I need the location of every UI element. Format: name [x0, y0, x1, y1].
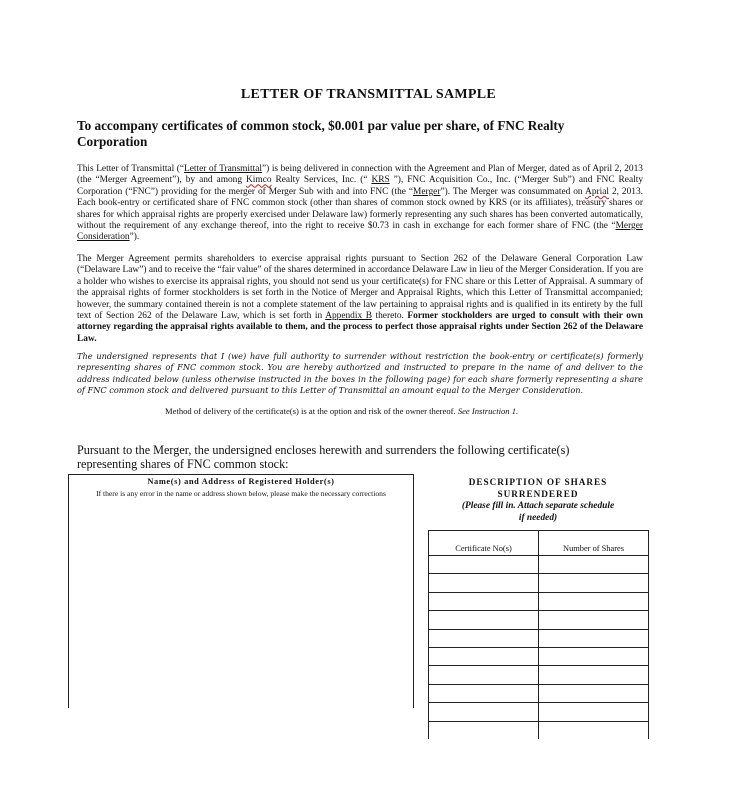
number-of-shares-cell[interactable] [539, 647, 649, 665]
table-row [429, 611, 649, 629]
number-of-shares-cell[interactable] [539, 666, 649, 684]
column-header-number-of-shares: Number of Shares [539, 531, 649, 556]
defined-term-krs: KRS [371, 175, 390, 186]
description-heading: DESCRIPTION OF SHARES SURRENDERED [468, 477, 608, 499]
certificate-table-body [429, 556, 649, 739]
table-row [429, 629, 649, 647]
registered-holder-heading: Name(s) and Address of Registered Holder(s) [147, 477, 335, 486]
number-of-shares-cell[interactable] [539, 684, 649, 702]
spellcheck-word-kimco: Kimco [246, 175, 272, 186]
certificate-table [428, 530, 649, 739]
number-of-shares-cell[interactable] [539, 703, 649, 721]
instruction-reference: See Instruction 1. [457, 406, 519, 416]
table-row [429, 647, 649, 665]
document-title: LETTER OF TRANSMITTAL SAMPLE [240, 87, 497, 102]
certificate-no-cell[interactable] [429, 647, 539, 665]
delivery-note: Method of delivery of the certificate(s) is at the option and risk of the owner thereof. See Instruction 1. [165, 406, 519, 416]
spellcheck-word-aprial: Aprial [585, 186, 609, 197]
document-subtitle: To accompany certificates of common stock, $0.001 par value per share, of FNC Realty Corporation [77, 118, 565, 149]
certificate-no-cell[interactable] [429, 721, 539, 739]
description-instruction: (Please fill in. Attach separate schedule if needed) [461, 501, 615, 523]
table-row [429, 684, 649, 702]
table-row [429, 556, 649, 574]
defined-term-merger: Merger [413, 186, 441, 197]
certificate-no-cell[interactable] [429, 629, 539, 647]
certificate-no-cell[interactable] [429, 666, 539, 684]
number-of-shares-cell[interactable] [539, 556, 649, 574]
certificate-no-cell[interactable] [429, 592, 539, 610]
appendix-b-reference: Appendix B [325, 311, 372, 322]
appraisal-warning: Former stockholders are urged to consult with their own attorney regarding the appraisal rights available to them, and the process to perfect those appraisal rights under Section 262 of the Delaware Law. [77, 311, 643, 344]
table-row [429, 666, 649, 684]
number-of-shares-cell[interactable] [539, 629, 649, 647]
table-row [429, 574, 649, 592]
defined-term-letter-of-transmittal: Letter of Transmittal [184, 164, 262, 174]
certificate-no-cell[interactable] [429, 703, 539, 721]
registered-holder-note: If there is any error in the name or address shown below, please make the necessary corrections [96, 489, 386, 498]
number-of-shares-cell[interactable] [539, 574, 649, 592]
certificate-no-cell[interactable] [429, 574, 539, 592]
number-of-shares-cell[interactable] [539, 592, 649, 610]
number-of-shares-cell[interactable] [539, 611, 649, 629]
certificate-no-cell[interactable] [429, 556, 539, 574]
intro-paragraph: This Letter of Transmittal (“Letter of Transmittal”) is being delivered in connection with the Agreement and Plan of Merger, dated as of April 2, 2013 (the “Merger Agreement”), by and among Kimco Realty Services, Inc. (“ KRS ”), FNC Acquisition Co., Inc. (“Merger Sub”) and FNC Realty Corporation (“FNC”) providing for the merger of Merger Sub with and into FNC (the “Merger”). The Merger was consummated on Aprial 2, 2013. Each book-entry or certificated share of FNC common stock (other than shares of common stock owned by KRS (or its affiliates), treasury shares or shares for which appraisal rights are properly exercised under Delaware law) formerly representing any such shares has been converted automatically, without the requirement of any exchange thereof, into the right to receive $0.73 in cash in exchange for each former share of FNC (the “Merger Consideration”). [77, 164, 644, 243]
table-row [429, 703, 649, 721]
registered-holder-box[interactable] [68, 474, 414, 708]
certificate-no-cell[interactable] [429, 611, 539, 629]
certificate-no-cell[interactable] [429, 684, 539, 702]
surrender-statement: Pursuant to the Merger, the undersigned encloses herewith and surrenders the following certificate(s) representing shares of FNC common stock: [77, 443, 570, 471]
defined-term-merger-consideration: Merger Consideration [77, 221, 643, 243]
column-header-certificate-no: Certificate No(s) [429, 531, 539, 556]
appraisal-rights-paragraph: The Merger Agreement permits shareholders to exercise appraisal rights pursuant to Section 262 of the Delaware General Corporation Law (“Delaware Law”) and to receive the “fair value” of the shares determined in accordance Delaware Law in lieu of the Merger Consideration. If you are a holder who wishes to exercise its appraisal rights, you should not send us your certificate(s) for FNC share or this Letter of Appraisal. A summary of the appraisal rights of former stockholders is set forth in the Notice of Merger and Appraisal Rights, which this Letter of Transmittal accompanied; however, the summary contained therein is not a complete statement of the law pertaining to appraisal rights and is qualified in its entirety by the full text of Section 262 of the Delaware Law, which is set forth in Appendix B thereto. Former stockholders are urged to consult with their own attorney regarding the appraisal rights available to them, and the process to perfect those appraisal rights under Section 262 of the Delaware Law. [77, 254, 643, 344]
number-of-shares-cell[interactable] [539, 721, 649, 739]
table-row [429, 721, 649, 739]
table-row [429, 592, 649, 610]
representation-paragraph: The undersigned represents that I (we) have full authority to surrender without restriction the book-entry or certificate(s) formerly representing shares of FNC common stock. You are hereby authorized and instructed to prepare in the name of and deliver to the address indicated below (unless otherwise instructed in the boxes in the following page) for each share formerly representing a share of FNC common stock and delivered pursuant to this Letter of Transmittal an amount equal to the Merger Consideration. [77, 351, 643, 396]
